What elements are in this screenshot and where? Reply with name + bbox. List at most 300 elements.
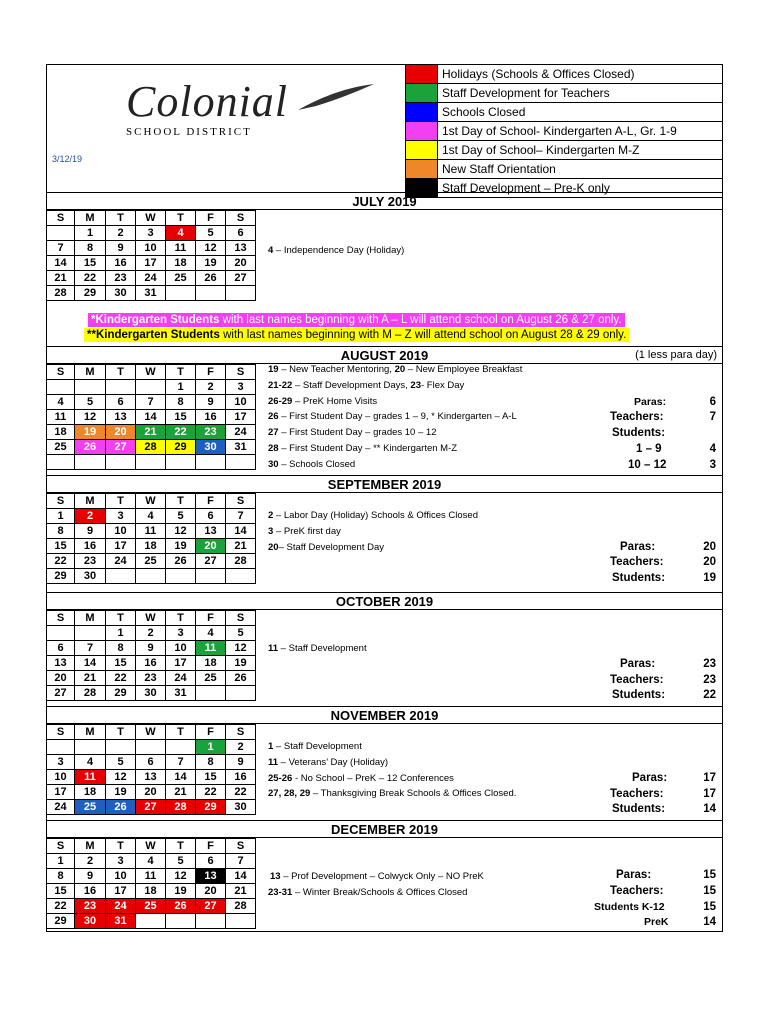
calendar-day-cell: 19 (226, 656, 256, 671)
calendar-day-cell: 12 (166, 869, 196, 884)
calendar-day-cell: 11 (136, 524, 166, 539)
calendar-day-cell: 20 (106, 425, 136, 440)
calendar-day-cell: 10 (47, 770, 75, 785)
stat-label-paras: Paras: (620, 541, 656, 553)
calendar-week-row (47, 509, 256, 524)
calendar-week-row (47, 854, 256, 869)
calendar-day-cell: 20 (226, 256, 256, 271)
month-note: (1 less para day) (635, 349, 717, 361)
calendar-day-cell (166, 740, 196, 755)
stat-value-students: 14 (703, 803, 716, 815)
calendar-day-cell: 8 (47, 524, 75, 539)
calendar-day-cell: 31 (166, 686, 196, 701)
calendar-day-cell: 5 (106, 755, 136, 770)
calendar-week-row (47, 800, 256, 815)
stat-label-teachers: Teachers: (610, 885, 664, 897)
calendar-week-row (47, 671, 256, 686)
calendar-day-cell: 20 (196, 884, 226, 899)
calendar-day-cell: 31 (136, 286, 166, 301)
calendar-day-cell: 23 (75, 554, 106, 569)
weekday-header-row (47, 211, 256, 226)
calendar-day-cell: 21 (226, 884, 256, 899)
feather-icon (296, 82, 376, 112)
calendar-week-row (47, 226, 256, 241)
calendar-day-cell: 8 (75, 241, 106, 256)
calendar-december (46, 838, 256, 929)
event-item: 26-29 – PreK Home Visits (268, 395, 378, 407)
calendar-day-cell: 10 (106, 524, 136, 539)
calendar-day-cell: 16 (106, 256, 136, 271)
stat-label-prek: PreK (644, 916, 669, 928)
calendar-day-cell (226, 286, 256, 301)
calendar-day-cell: 24 (106, 899, 136, 914)
calendar-day-cell: 30 (136, 686, 166, 701)
weekday-label: T (166, 725, 196, 740)
weekday-label: T (106, 725, 136, 740)
legend-label: Schools Closed (442, 105, 526, 119)
calendar-day-cell: 6 (106, 395, 136, 410)
legend-label: 1st Day of School- Kindergarten A-L, Gr. 1-9 (442, 124, 677, 138)
weekday-label: W (136, 211, 166, 226)
calendar-day-cell: 29 (75, 286, 106, 301)
calendar-week-row (47, 455, 256, 470)
calendar-day-cell: 23 (75, 899, 106, 914)
calendar-day-cell: 29 (47, 569, 75, 584)
calendar-week-row (47, 656, 256, 671)
legend-row (405, 141, 723, 160)
weekday-label: W (136, 839, 166, 854)
calendar-day-cell: 18 (136, 539, 166, 554)
calendar-day-cell: 28 (75, 686, 106, 701)
calendar-day-cell: 11 (166, 241, 196, 256)
calendar-day-cell: 31 (226, 440, 256, 455)
calendar-day-cell: 23 (196, 425, 226, 440)
calendar-day-cell: 5 (196, 226, 226, 241)
calendar-day-cell: 17 (226, 410, 256, 425)
calendar-day-cell: 15 (106, 656, 136, 671)
event-item: 20– Staff Development Day (268, 541, 385, 553)
calendar-day-cell: 12 (226, 641, 256, 656)
event-item: 19 – New Teacher Mentoring, 20 – New Employee Breakfast (268, 364, 523, 375)
weekday-label: T (106, 839, 136, 854)
stat-label-paras: Paras: (634, 396, 667, 408)
calendar-day-cell: 6 (47, 641, 75, 656)
calendar-day-cell: 24 (47, 800, 75, 815)
calendar-day-cell: 10 (136, 241, 166, 256)
weekday-label: T (106, 611, 136, 626)
calendar-day-cell: 30 (75, 569, 106, 584)
calendar-week-row (47, 539, 256, 554)
event-item: 2 – Labor Day (Holiday) Schools & Offices Closed (268, 510, 478, 521)
calendar-day-cell: 13 (106, 410, 136, 425)
calendar-day-cell: 27 (196, 899, 226, 914)
calendar-day-cell: 10 (106, 869, 136, 884)
calendar-day-cell: 18 (136, 884, 166, 899)
calendar-day-cell: 28 (47, 286, 75, 301)
calendar-day-cell: 4 (196, 626, 226, 641)
stat-value-teachers: 7 (709, 411, 716, 423)
stat-label-grades-1-9: 1 – 9 (636, 443, 662, 455)
calendar-day-cell: 2 (196, 380, 226, 395)
weekday-label: W (136, 494, 166, 509)
calendar-day-cell: 6 (196, 509, 226, 524)
weekday-label: S (47, 211, 75, 226)
calendar-day-cell (47, 626, 75, 641)
calendar-day-cell: 20 (196, 539, 226, 554)
legend-row (405, 64, 723, 84)
calendar-day-cell: 3 (226, 380, 256, 395)
calendar-week-row (47, 641, 256, 656)
weekday-label: T (166, 839, 196, 854)
calendar-day-cell: 20 (47, 671, 75, 686)
calendar-week-row (47, 914, 256, 929)
calendar-week-row (47, 256, 256, 271)
calendar-day-cell: 2 (75, 854, 106, 869)
calendar-week-row (47, 869, 256, 884)
calendar-day-cell: 2 (75, 509, 106, 524)
stat-label-teachers: Teachers: (610, 674, 664, 686)
calendar-day-cell: 22 (196, 785, 226, 800)
calendar-day-cell: 3 (166, 626, 196, 641)
calendar-day-cell: 24 (166, 671, 196, 686)
event-item: 23-31 – Winter Break/Schools & Offices Closed (268, 886, 468, 898)
calendar-day-cell: 5 (226, 626, 256, 641)
calendar-day-cell: 17 (136, 256, 166, 271)
calendar-day-cell: 17 (166, 656, 196, 671)
weekday-label: M (75, 611, 106, 626)
event-item: 21-22 – Staff Development Days, 23- Flex Day (268, 379, 465, 391)
calendar-day-cell: 15 (47, 884, 75, 899)
weekday-label: W (136, 365, 166, 380)
month-title-november: NOVEMBER 2019 (46, 706, 723, 724)
calendar-day-cell: 7 (226, 509, 256, 524)
calendar-day-cell: 22 (75, 271, 106, 286)
calendar-day-cell (47, 226, 75, 241)
calendar-day-cell: 12 (106, 770, 136, 785)
event-item: 11 – Staff Development (268, 643, 367, 654)
calendar-day-cell: 15 (166, 410, 196, 425)
calendar-day-cell (106, 455, 136, 470)
calendar-day-cell (196, 686, 226, 701)
calendar-day-cell: 6 (136, 755, 166, 770)
calendar-day-cell: 15 (75, 256, 106, 271)
calendar-day-cell: 16 (75, 539, 106, 554)
calendar-day-cell (47, 380, 75, 395)
calendar-september (46, 493, 256, 584)
stat-label-paras: Paras: (620, 658, 656, 670)
weekday-label: T (166, 494, 196, 509)
calendar-day-cell (47, 455, 75, 470)
calendar-day-cell: 27 (47, 686, 75, 701)
weekday-label: S (47, 494, 75, 509)
calendar-day-cell: 14 (75, 656, 106, 671)
calendar-day-cell: 8 (196, 755, 226, 770)
calendar-day-cell: 10 (166, 641, 196, 656)
weekday-label: S (226, 611, 256, 626)
calendar-day-cell: 27 (136, 800, 166, 815)
month-title-september: SEPTEMBER 2019 (46, 475, 723, 493)
event-item: 30 – Schools Closed (268, 458, 356, 470)
weekday-label: S (226, 365, 256, 380)
calendar-day-cell: 29 (47, 914, 75, 929)
calendar-day-cell: 9 (196, 395, 226, 410)
event-item: 4 – Independence Day (Holiday) (268, 245, 405, 256)
weekday-header-row (47, 611, 256, 626)
event-item: 1 – Staff Development (268, 741, 362, 752)
calendar-day-cell (136, 455, 166, 470)
calendar-day-cell (136, 380, 166, 395)
legend-row (405, 122, 723, 141)
calendar-day-cell: 9 (75, 524, 106, 539)
calendar-day-cell: 21 (226, 539, 256, 554)
calendar-week-row (47, 554, 256, 569)
calendar-day-cell: 28 (136, 440, 166, 455)
stat-value-grades-10-12: 3 (709, 459, 716, 471)
calendar-week-row (47, 425, 256, 440)
events-october (268, 641, 367, 657)
calendar-day-cell: 4 (136, 509, 166, 524)
events-december (270, 869, 484, 901)
calendar-week-row (47, 899, 256, 914)
weekday-label: S (47, 839, 75, 854)
stat-value-students: 22 (703, 689, 716, 701)
stat-value-paras: 20 (703, 541, 716, 553)
calendar-day-cell (47, 740, 75, 755)
calendar-day-cell: 24 (226, 425, 256, 440)
calendar-day-cell (75, 455, 106, 470)
event-item: 27 – First Student Day – grades 10 – 12 (268, 427, 437, 439)
calendar-day-cell: 6 (196, 854, 226, 869)
calendar-day-cell (166, 455, 196, 470)
calendar-week-row (47, 395, 256, 410)
calendar-day-cell: 24 (106, 554, 136, 569)
calendar-day-cell: 14 (47, 256, 75, 271)
calendar-day-cell: 26 (75, 440, 106, 455)
calendar-october (46, 610, 256, 701)
revision-date: 3/12/19 (52, 154, 83, 164)
calendar-day-cell: 1 (196, 740, 226, 755)
calendar-july (46, 210, 256, 301)
calendar-day-cell: 2 (226, 740, 256, 755)
calendar-day-cell: 7 (47, 241, 75, 256)
weekday-label: M (75, 365, 106, 380)
calendar-day-cell: 3 (47, 755, 75, 770)
calendar-day-cell (226, 455, 256, 470)
calendar-day-cell: 21 (166, 785, 196, 800)
legend-label: Staff Development – Pre-K only (442, 181, 610, 195)
stat-label-teachers: Teachers: (610, 411, 664, 423)
stat-value-paras: 17 (703, 772, 716, 784)
calendar-day-cell: 19 (166, 539, 196, 554)
calendar-day-cell (166, 569, 196, 584)
calendar-day-cell: 5 (75, 395, 106, 410)
calendar-day-cell (136, 914, 166, 929)
calendar-day-cell: 14 (226, 524, 256, 539)
weekday-label: S (47, 611, 75, 626)
legend-label: Holidays (Schools & Offices Closed) (442, 67, 635, 81)
calendar-november (46, 724, 256, 815)
calendar-day-cell: 29 (196, 800, 226, 815)
color-legend (405, 64, 723, 198)
weekday-label: W (136, 611, 166, 626)
calendar-day-cell: 17 (47, 785, 75, 800)
calendar-day-cell: 28 (226, 554, 256, 569)
calendar-day-cell: 16 (136, 656, 166, 671)
calendar-day-cell (106, 380, 136, 395)
calendar-day-cell: 3 (136, 226, 166, 241)
calendar-day-cell: 22 (226, 785, 256, 800)
weekday-header-row (47, 494, 256, 509)
stat-value-paras: 6 (709, 396, 716, 408)
weekday-label: S (47, 725, 75, 740)
stat-value-teachers: 17 (703, 788, 716, 800)
calendar-day-cell: 26 (196, 271, 226, 286)
kindergarten-notes (46, 306, 723, 346)
calendar-day-cell: 7 (75, 641, 106, 656)
calendar-day-cell: 25 (47, 440, 75, 455)
calendar-day-cell (196, 569, 226, 584)
stat-value-prek: 14 (703, 916, 716, 928)
calendar-day-cell: 12 (196, 241, 226, 256)
weekday-header-row (47, 839, 256, 854)
calendar-day-cell: 4 (75, 755, 106, 770)
calendar-week-row (47, 884, 256, 899)
legend-swatch (406, 103, 438, 121)
calendar-day-cell: 3 (106, 509, 136, 524)
calendar-day-cell: 25 (166, 271, 196, 286)
calendar-week-row (47, 271, 256, 286)
calendar-day-cell: 25 (75, 800, 106, 815)
weekday-label: T (166, 611, 196, 626)
calendar-august (46, 364, 256, 470)
calendar-week-row (47, 440, 256, 455)
weekday-header-row (47, 725, 256, 740)
calendar-day-cell: 12 (75, 410, 106, 425)
calendar-day-cell: 7 (136, 395, 166, 410)
events-august (268, 362, 522, 473)
calendar-day-cell: 8 (106, 641, 136, 656)
calendar-day-cell: 14 (136, 410, 166, 425)
calendar-day-cell: 31 (106, 914, 136, 929)
stat-value-paras: 15 (703, 869, 716, 881)
month-title-december: DECEMBER 2019 (46, 820, 723, 838)
calendar-week-row (47, 785, 256, 800)
calendar-day-cell: 23 (136, 671, 166, 686)
calendar-day-cell: 1 (166, 380, 196, 395)
calendar-day-cell (226, 686, 256, 701)
weekday-label: F (196, 839, 226, 854)
legend-swatch (406, 122, 438, 140)
stat-label-students: Students: (612, 572, 666, 584)
calendar-day-cell: 18 (166, 256, 196, 271)
legend-swatch (406, 65, 438, 83)
weekday-label: F (196, 725, 226, 740)
events-november (268, 739, 516, 802)
calendar-week-row (47, 241, 256, 256)
stat-value-teachers: 20 (703, 556, 716, 568)
calendar-day-cell: 19 (75, 425, 106, 440)
calendar-day-cell: 2 (136, 626, 166, 641)
calendar-day-cell: 2 (106, 226, 136, 241)
calendar-day-cell: 8 (47, 869, 75, 884)
calendar-day-cell (226, 569, 256, 584)
calendar-day-cell: 11 (47, 410, 75, 425)
stat-label-students: Students: (612, 803, 666, 815)
calendar-day-cell: 11 (136, 869, 166, 884)
calendar-day-cell: 19 (196, 256, 226, 271)
calendar-day-cell: 15 (47, 539, 75, 554)
calendar-week-row (47, 755, 256, 770)
calendar-day-cell: 4 (47, 395, 75, 410)
weekday-label: M (75, 211, 106, 226)
calendar-day-cell: 26 (106, 800, 136, 815)
legend-swatch (406, 160, 438, 178)
calendar-day-cell: 16 (75, 884, 106, 899)
weekday-label: T (106, 494, 136, 509)
calendar-day-cell: 4 (166, 226, 196, 241)
calendar-day-cell (75, 626, 106, 641)
calendar-day-cell: 15 (196, 770, 226, 785)
event-item: 28 – First Student Day – ** Kindergarten M-Z (268, 442, 458, 454)
legend-label: Staff Development for Teachers (442, 86, 610, 100)
calendar-day-cell: 26 (226, 671, 256, 686)
calendar-day-cell: 23 (106, 271, 136, 286)
legend-label: New Staff Orientation (442, 162, 556, 176)
calendar-day-cell: 19 (166, 884, 196, 899)
events-september (268, 508, 478, 555)
calendar-day-cell: 4 (136, 854, 166, 869)
weekday-label: M (75, 839, 106, 854)
calendar-day-cell: 19 (106, 785, 136, 800)
calendar-day-cell (75, 380, 106, 395)
calendar-day-cell: 7 (166, 755, 196, 770)
calendar-day-cell: 13 (226, 241, 256, 256)
calendar-day-cell: 11 (75, 770, 106, 785)
calendar-day-cell: 10 (226, 395, 256, 410)
calendar-day-cell: 21 (47, 271, 75, 286)
stat-value-students-k12: 15 (703, 901, 716, 913)
calendar-day-cell: 25 (136, 554, 166, 569)
legend-label: 1st Day of School– Kindergarten M-Z (442, 143, 640, 157)
weekday-label: S (226, 839, 256, 854)
calendar-day-cell: 30 (226, 800, 256, 815)
event-item: 13 – Prof Development – Colwyck Only – NO PreK (270, 871, 484, 882)
calendar-day-cell (166, 914, 196, 929)
calendar-day-cell: 21 (136, 425, 166, 440)
month-title-text: AUGUST 2019 (340, 348, 429, 363)
calendar-day-cell (166, 286, 196, 301)
calendar-day-cell (136, 569, 166, 584)
weekday-label: T (106, 365, 136, 380)
calendar-day-cell: 18 (75, 785, 106, 800)
weekday-label: T (106, 211, 136, 226)
legend-row (405, 84, 723, 103)
legend-row (405, 160, 723, 179)
calendar-day-cell: 26 (166, 899, 196, 914)
calendar-week-row (47, 286, 256, 301)
calendar-day-cell: 30 (196, 440, 226, 455)
calendar-day-cell (196, 914, 226, 929)
calendar-day-cell: 6 (226, 226, 256, 241)
stat-value-grades-1-9: 4 (709, 443, 716, 455)
calendar-day-cell: 24 (136, 271, 166, 286)
logo-subtitle: SCHOOL DISTRICT (126, 126, 252, 138)
weekday-label: F (196, 611, 226, 626)
calendar-day-cell: 18 (196, 656, 226, 671)
calendar-day-cell: 27 (196, 554, 226, 569)
calendar-day-cell: 13 (196, 869, 226, 884)
weekday-label: T (166, 211, 196, 226)
